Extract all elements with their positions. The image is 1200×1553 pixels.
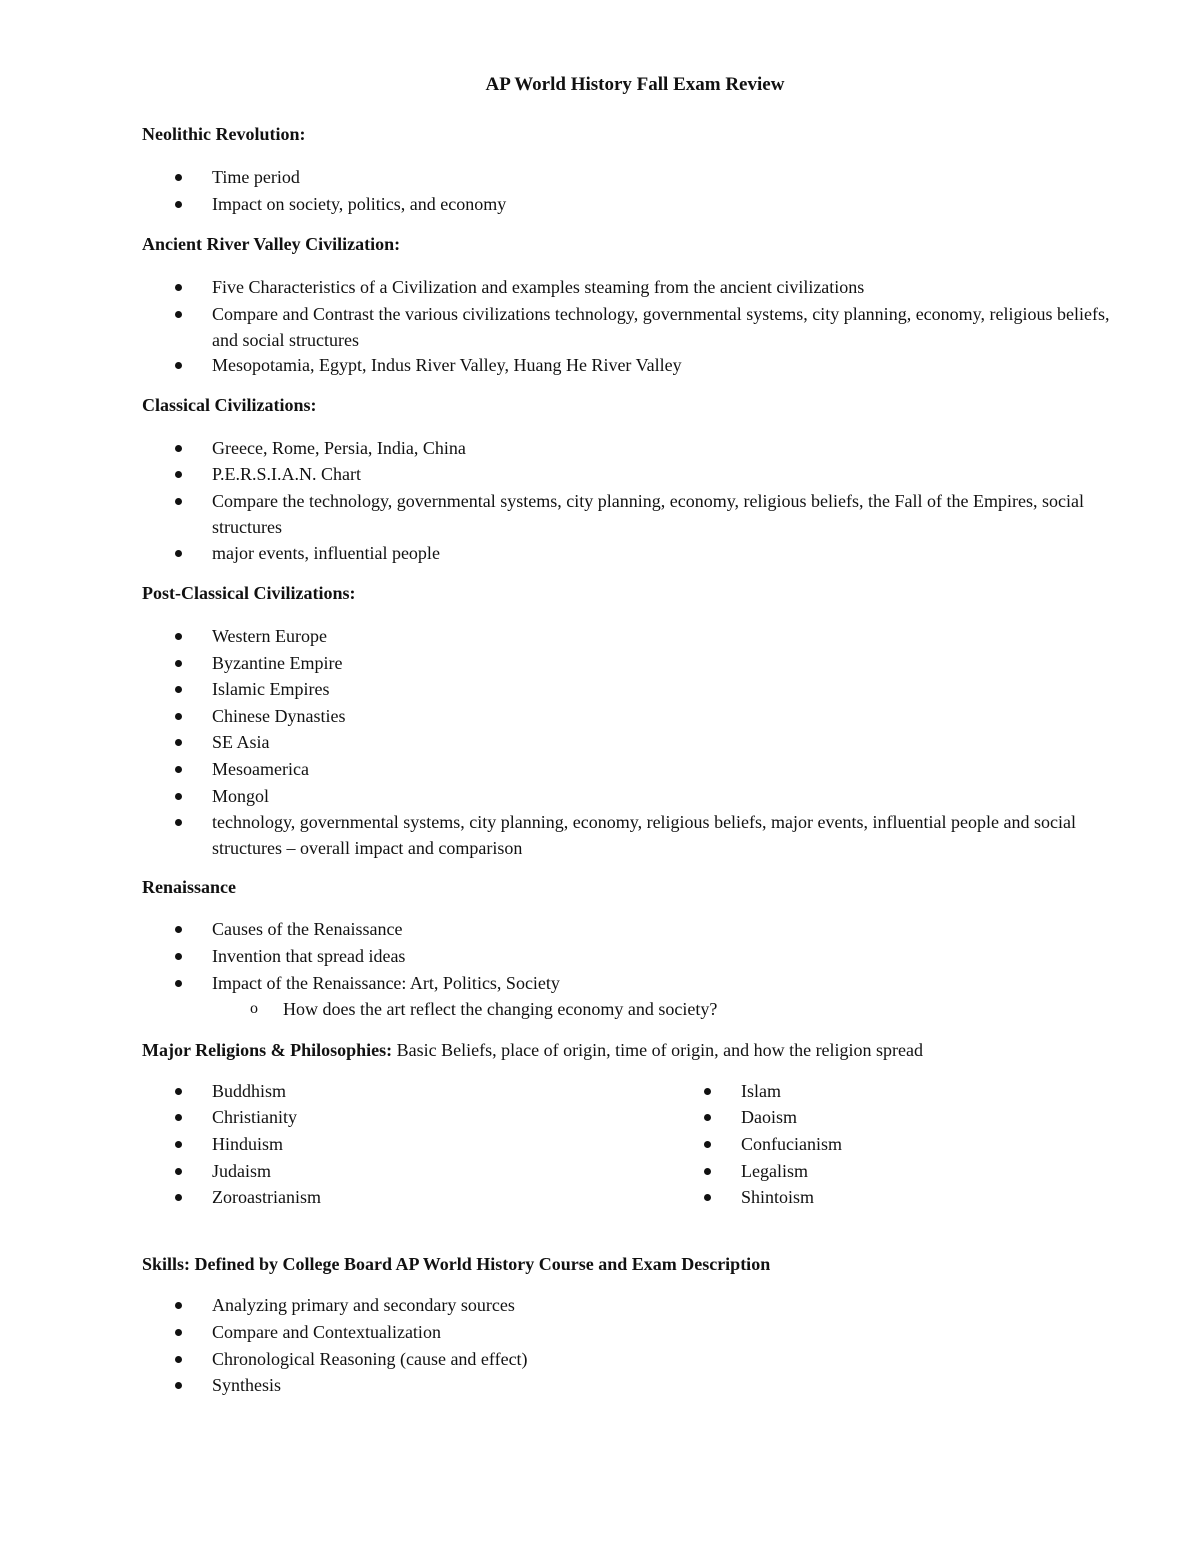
- section-heading-post-classical: Post-Classical Civilizations:: [142, 583, 356, 603]
- list-item: Mesoamerica: [212, 756, 1122, 782]
- list-item: P.E.R.S.I.A.N. Chart: [212, 461, 1122, 487]
- religion-item: Shintoism: [741, 1184, 1141, 1210]
- list-item: Time period: [212, 164, 1122, 190]
- religion-item: Zoroastrianism: [212, 1184, 632, 1210]
- circle-bullet-marker: o: [250, 1000, 258, 1017]
- religion-item: Buddhism: [212, 1078, 632, 1104]
- religion-item: Hinduism: [212, 1131, 632, 1157]
- list-item: Causes of the Renaissance: [212, 916, 1122, 942]
- religion-item: Christianity: [212, 1104, 632, 1130]
- list-item: Byzantine Empire: [212, 650, 1122, 676]
- list-item: Chronological Reasoning (cause and effect): [212, 1346, 1122, 1372]
- list-item: Compare the technology, governmental systems, city planning, economy, religious beliefs, the Fall of the Empires, social structures: [212, 488, 1122, 540]
- list-item: technology, governmental systems, city planning, economy, religious beliefs, major events, influential people and social structures – overall impact and comparison: [212, 809, 1122, 861]
- list-item: Mesopotamia, Egypt, Indus River Valley, Huang He River Valley: [212, 352, 1122, 378]
- religion-item: Daoism: [741, 1104, 1141, 1130]
- religions-heading-bold: Major Religions & Philosophies:: [142, 1040, 393, 1060]
- list-item: Synthesis: [212, 1372, 1122, 1398]
- section-heading-neolithic: Neolithic Revolution:: [142, 124, 306, 144]
- religion-item: Judaism: [212, 1158, 632, 1184]
- religion-item: Legalism: [741, 1158, 1141, 1184]
- section-heading-religions: [142, 1037, 923, 1063]
- page-title: AP World History Fall Exam Review: [485, 74, 785, 95]
- list-item: Greece, Rome, Persia, India, China: [212, 435, 1122, 461]
- list-item: Analyzing primary and secondary sources: [212, 1292, 1122, 1318]
- religion-item: Islam: [741, 1078, 1141, 1104]
- sub-list-item-text: How does the art reflect the changing economy and society?: [283, 999, 718, 1019]
- list-item: Mongol: [212, 783, 1122, 809]
- list-item: Impact of the Renaissance: Art, Politics, Society: [212, 970, 1122, 996]
- list-item: Western Europe: [212, 623, 1122, 649]
- religion-item: Confucianism: [741, 1131, 1141, 1157]
- section-heading-classical: Classical Civilizations:: [142, 395, 317, 415]
- list-item: Chinese Dynasties: [212, 703, 1122, 729]
- section-heading-river-valley: Ancient River Valley Civilization:: [142, 234, 401, 254]
- section-heading-renaissance: Renaissance: [142, 877, 236, 897]
- list-item: SE Asia: [212, 729, 1122, 755]
- sub-list-item: [250, 996, 718, 1022]
- list-item: major events, influential people: [212, 540, 1122, 566]
- list-item: Invention that spread ideas: [212, 943, 1122, 969]
- section-heading-skills: Skills: Defined by College Board AP World History Course and Exam Description: [142, 1254, 771, 1274]
- list-item: Islamic Empires: [212, 676, 1122, 702]
- list-item: Five Characteristics of a Civilization and examples steaming from the ancient civilizations: [212, 274, 1122, 300]
- religions-heading-rest: Basic Beliefs, place of origin, time of origin, and how the religion spread: [392, 1040, 924, 1060]
- list-item: Compare and Contrast the various civilizations technology, governmental systems, city planning, economy, religious beliefs, and social structures: [212, 301, 1122, 353]
- list-item: Compare and Contextualization: [212, 1319, 1122, 1345]
- list-item: Impact on society, politics, and economy: [212, 191, 1122, 217]
